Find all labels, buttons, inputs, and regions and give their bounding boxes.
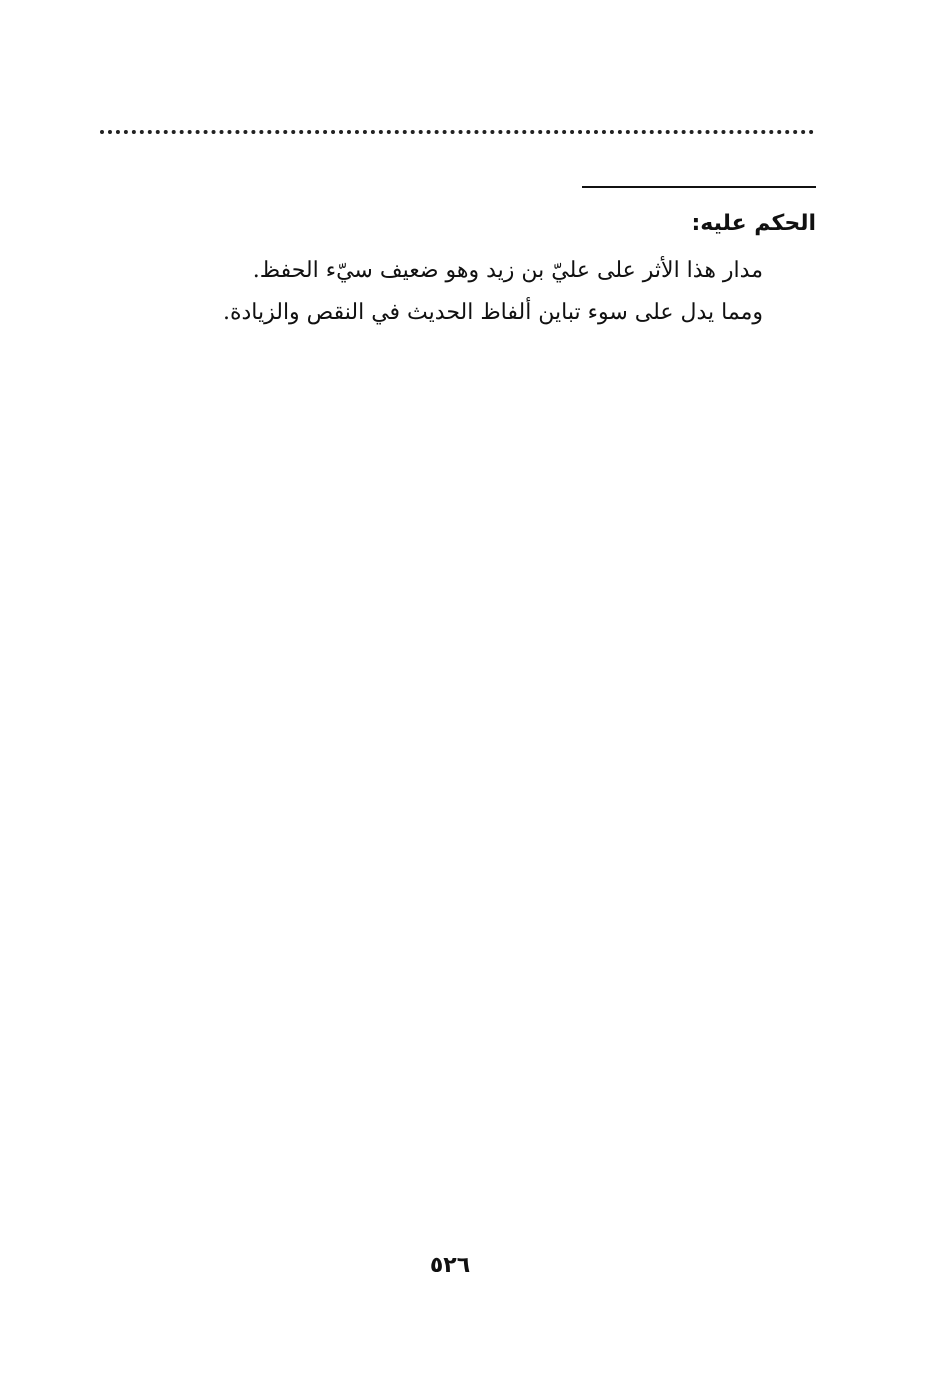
page-number: ٥٢٦ xyxy=(429,1253,471,1278)
dotted-separator xyxy=(100,130,814,134)
body-text xyxy=(223,250,763,334)
paragraph-2: ومما يدل على سوء تباين ألفاظ الحديث في النقص والزيادة. xyxy=(222,300,763,325)
section-heading: الحكم عليه: xyxy=(691,211,816,236)
paragraph-1: مدار هذا الأثر على عليّ بن زيد وهو ضعيف سيّء الحفظ. xyxy=(252,258,763,283)
section-rule xyxy=(582,186,816,188)
